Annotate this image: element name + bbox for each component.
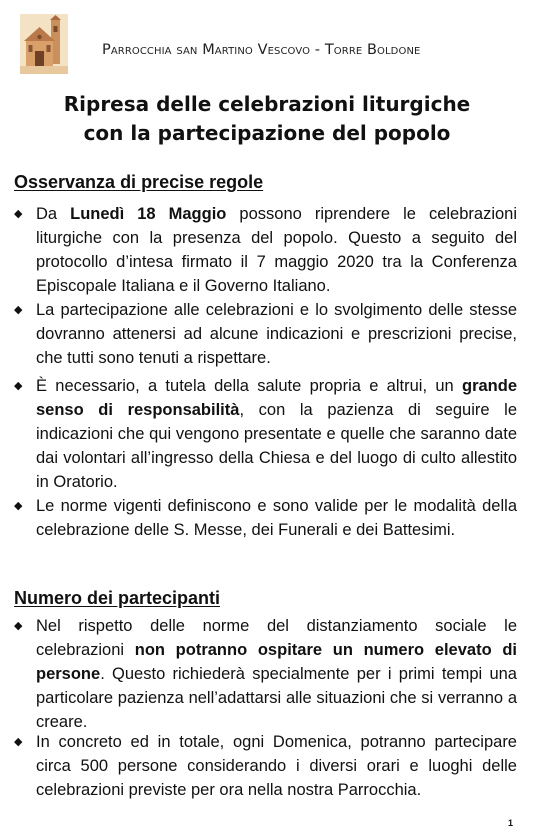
- bullet-diamond-icon: ◆: [14, 500, 23, 512]
- bullet-diamond-icon: ◆: [14, 736, 23, 748]
- list-item: [14, 298, 517, 370]
- list-item-text: Le norme vigenti definiscono e sono valide per le modalità della celebrazione delle S. Messe, dei Funerali e dei Battesimi.: [36, 497, 517, 539]
- section-heading-rules: Osservanza di precise regole: [14, 172, 264, 192]
- bullet-diamond-icon: ◆: [14, 380, 23, 392]
- title-line-1: Ripresa delle celebrazioni liturgiche: [63, 92, 471, 116]
- list-item-text: La partecipazione alle celebrazioni e lo svolgimento delle stesse dovranno attenersi ad alcune indicazioni e prescrizioni precise, che tutti sono tenuti a rispettare.: [36, 301, 517, 367]
- parish-name: Parrocchia san Martino Vescovo - Torre Boldone: [102, 42, 421, 58]
- list-item: [14, 202, 517, 298]
- bullet-diamond-icon: ◆: [14, 304, 23, 316]
- list-item: [14, 730, 517, 802]
- list-item-text: Da Lunedì 18 Maggio possono riprendere le celebrazioni liturgiche con la presenza del popolo. Questo a seguito del protocollo d’intesa firmato il 7 maggio 2020 tra la Conferenza Episcopale Italiana e il Governo Italiano.: [36, 205, 518, 295]
- page-header: [0, 0, 534, 80]
- list-item: [14, 494, 517, 542]
- list-item-text: In concreto ed in totale, ogni Domenica, potranno partecipare circa 500 persone considerando i diversi orari e luoghi delle celebrazioni previste per ora nella nostra Parrocchia.: [36, 733, 517, 799]
- list-item: [14, 374, 517, 494]
- page-title: [0, 90, 534, 148]
- list-item-text: Nel rispetto delle norme del distanziamento sociale le celebrazioni non potranno ospitare un numero elevato di persone. Questo richiederà specialmente per i primi tempi una particolare pazienza nell’adattarsi alle situazioni che si verranno a creare.: [36, 617, 517, 731]
- bullet-diamond-icon: ◆: [14, 208, 23, 220]
- title-line-2: con la partecipazione del popolo: [83, 121, 451, 145]
- list-item-text: È necessario, a tutela della salute propria e altrui, un grande senso di responsabilità, con la pazienza di seguire le indicazioni che qui vengono presentate e quelle che saranno date dai volontari all’ingresso della Chiesa e del luogo di culto allestito in Oratorio.: [36, 377, 518, 491]
- list-item: [14, 614, 517, 734]
- page-number: 1: [508, 818, 514, 828]
- section-heading-participants: Numero dei partecipanti: [14, 588, 221, 608]
- church-logo-icon: [20, 14, 68, 74]
- bullet-diamond-icon: ◆: [14, 620, 23, 632]
